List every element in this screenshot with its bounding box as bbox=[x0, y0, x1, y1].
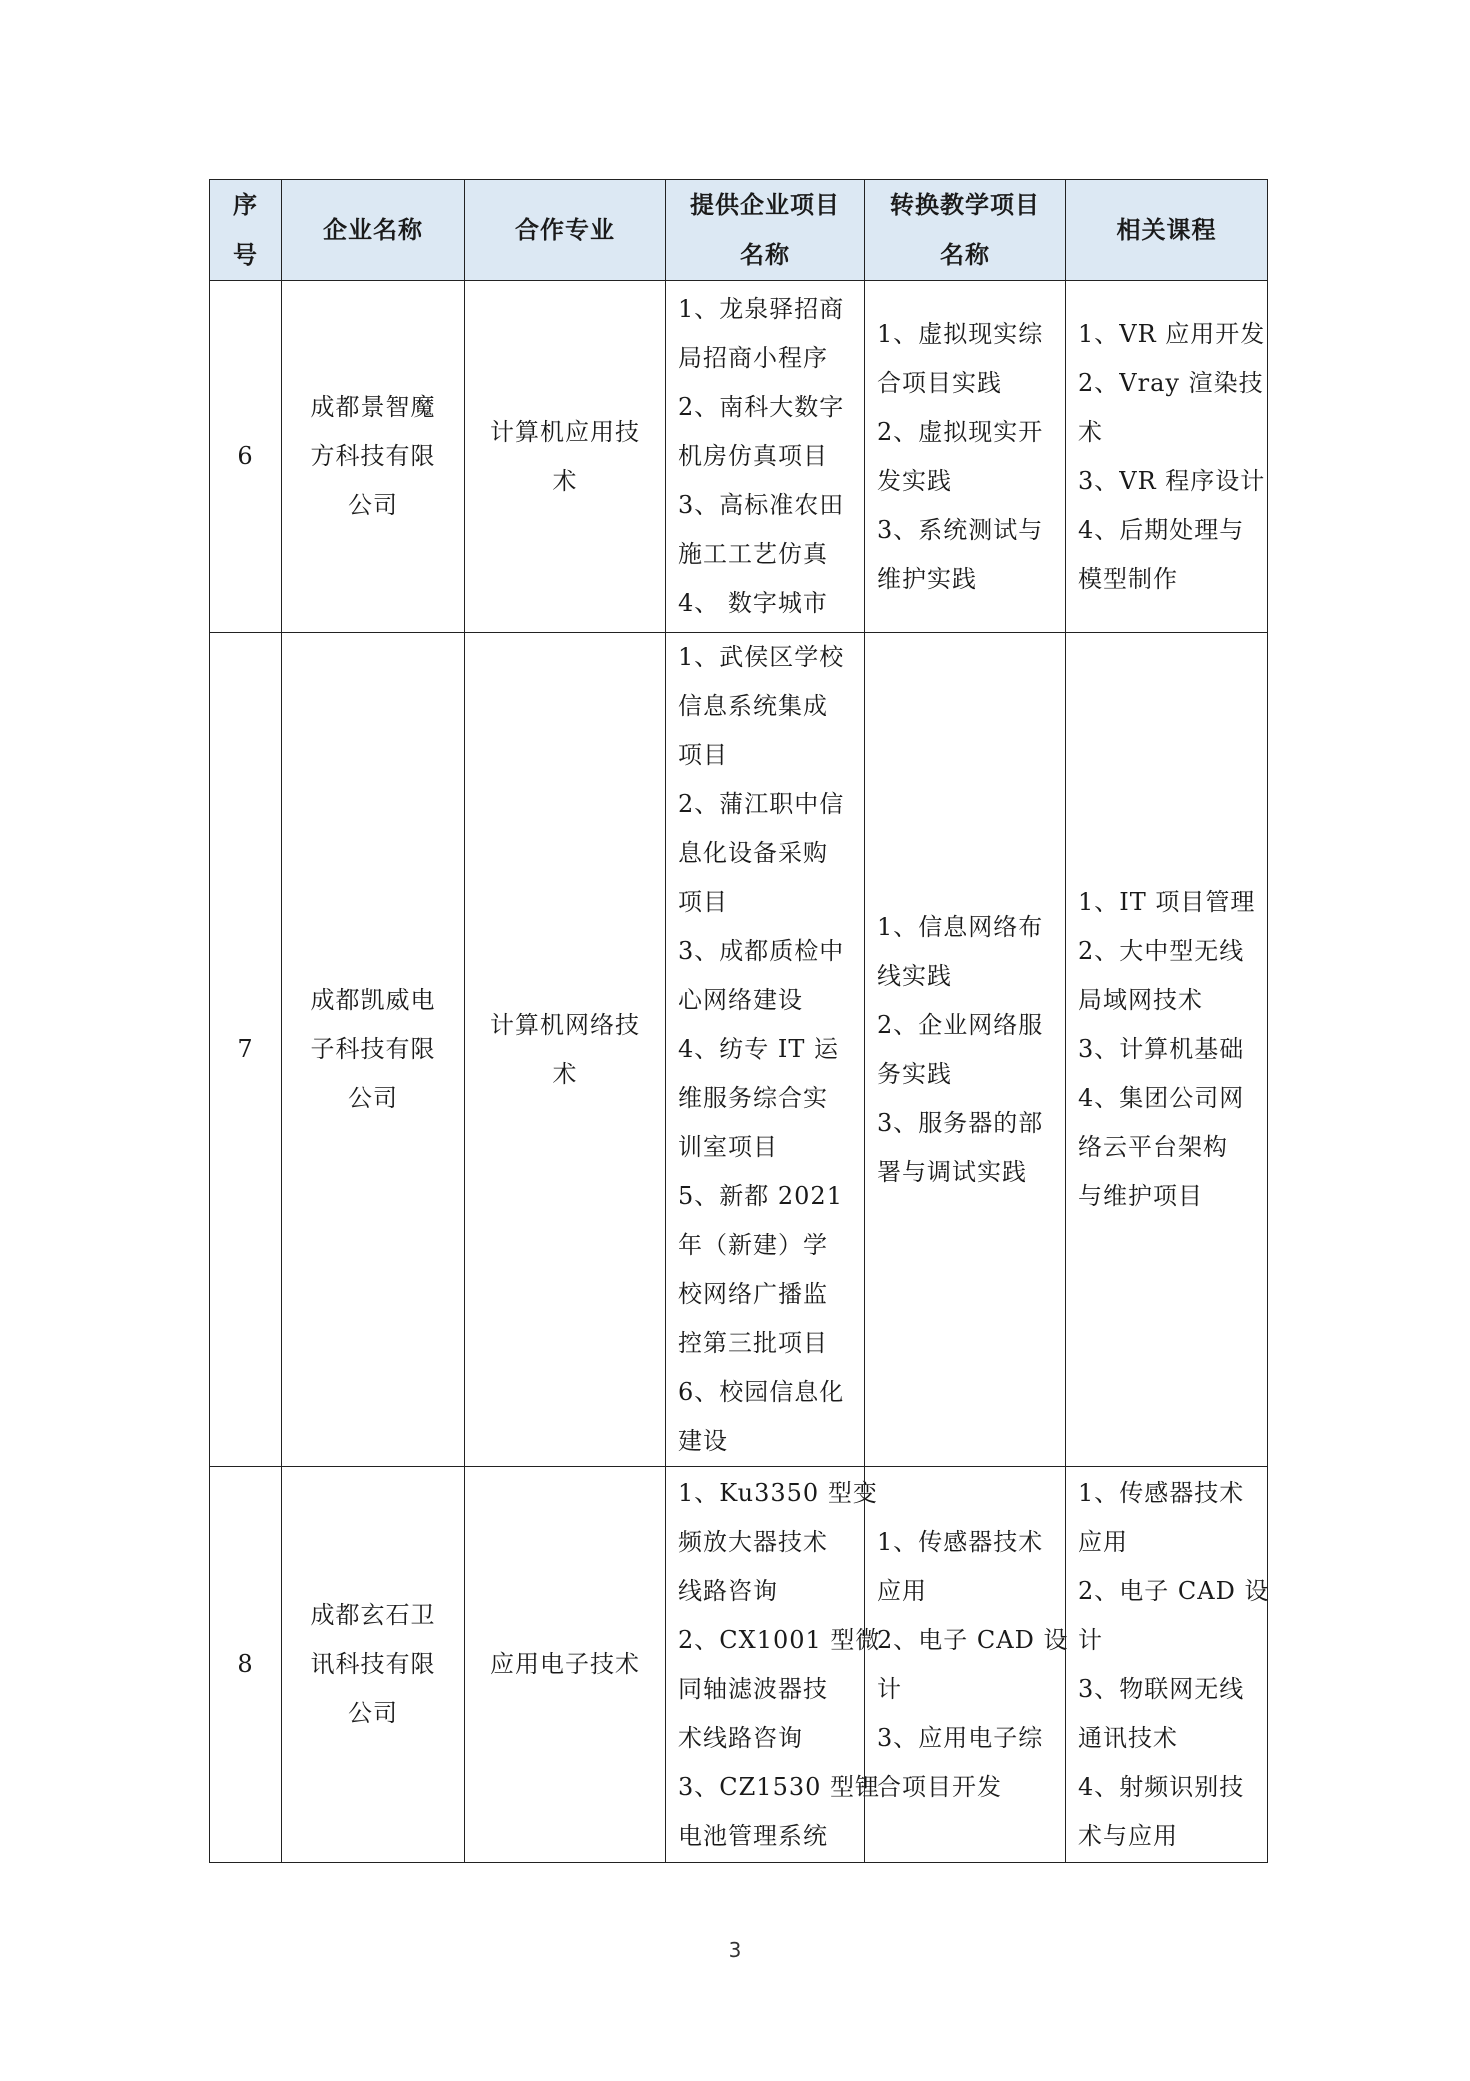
cell-line: 2、电子 CAD 设 bbox=[1078, 1576, 1270, 1605]
cell-line: 4、集团公司网 bbox=[1078, 1084, 1245, 1112]
header-teaching-projects bbox=[865, 180, 1066, 281]
cell-line: 名称 bbox=[740, 241, 790, 269]
cell-line: 2、企业网络服 bbox=[877, 1010, 1044, 1039]
cell-line: 维服务综合实 bbox=[678, 1084, 828, 1112]
cell-line: 应用电子技术 bbox=[490, 1650, 640, 1678]
cell-line: 6、校园信息化 bbox=[678, 1378, 845, 1406]
cell-line: 络云平台架构 bbox=[1078, 1133, 1228, 1161]
header-company-name bbox=[282, 180, 465, 281]
enterprise-projects-cell bbox=[666, 281, 865, 633]
cell-line: 相关课程 bbox=[1116, 216, 1217, 244]
cell-line: 机房仿真项目 bbox=[678, 442, 828, 470]
cell-line: 计 bbox=[877, 1674, 902, 1703]
cell-line: 提供企业项目 bbox=[690, 191, 840, 219]
cell-line: 子科技有限 bbox=[310, 1035, 436, 1063]
enterprise-project-table bbox=[209, 179, 1268, 1863]
header-index bbox=[210, 180, 282, 281]
cell-line: 3、系统测试与 bbox=[877, 515, 1044, 544]
cell-line: 3、CZ1530 型锂 bbox=[678, 1772, 881, 1801]
cell-line: 4、纺专 IT 运 bbox=[678, 1035, 840, 1063]
cell-line: 公司 bbox=[348, 1699, 398, 1727]
cell-line: 企业名称 bbox=[323, 216, 423, 244]
enterprise-projects-cell bbox=[666, 633, 865, 1467]
header-enterprise-projects bbox=[666, 180, 865, 281]
cell-line: 施工工艺仿真 bbox=[678, 540, 828, 568]
cell-line: 线实践 bbox=[877, 961, 952, 990]
cell-line: 局域网技术 bbox=[1078, 986, 1203, 1014]
cell-line: 校网络广播监 bbox=[678, 1280, 828, 1308]
cell-line: 术与应用 bbox=[1078, 1821, 1178, 1850]
cell-line: 局招商小程序 bbox=[678, 344, 828, 372]
cell-line: 术 bbox=[552, 1059, 578, 1088]
cell-line: 1、武侯区学校 bbox=[678, 643, 845, 671]
cell-line: 2、虚拟现实开 bbox=[877, 417, 1044, 446]
cell-line: 1、传感器技术 bbox=[877, 1527, 1044, 1556]
row-index: 8 bbox=[210, 1467, 282, 1863]
cell-line: 务实践 bbox=[877, 1059, 952, 1088]
cell-line: 2、电子 CAD 设 bbox=[877, 1625, 1069, 1654]
major-cell bbox=[465, 633, 666, 1467]
cell-line: 术 bbox=[552, 466, 578, 495]
cell-line: 合项目实践 bbox=[877, 368, 1002, 397]
cell-line: 署与调试实践 bbox=[877, 1157, 1027, 1186]
cell-line: 1、Ku3350 型变 bbox=[678, 1478, 878, 1507]
cell-line: 公司 bbox=[348, 1084, 398, 1112]
cell-line: 通讯技术 bbox=[1078, 1723, 1178, 1752]
cell-line: 发实践 bbox=[877, 466, 952, 495]
cell-line: 3、计算机基础 bbox=[1078, 1035, 1245, 1063]
cell-line: 序 bbox=[233, 191, 258, 219]
courses-cell bbox=[1066, 633, 1268, 1467]
row-index: 6 bbox=[210, 281, 282, 633]
cell-line: 控第三批项目 bbox=[678, 1329, 828, 1357]
cell-line: 与维护项目 bbox=[1078, 1182, 1203, 1210]
cell-line: 2、蒲江职中信 bbox=[678, 790, 845, 818]
cell-line: 年（新建）学 bbox=[678, 1231, 828, 1259]
cell-line: 1、VR 应用开发 bbox=[1078, 319, 1266, 348]
cell-line: 合项目开发 bbox=[877, 1772, 1002, 1801]
major-cell bbox=[465, 281, 666, 633]
teaching-projects-cell bbox=[865, 633, 1066, 1467]
row-index: 7 bbox=[210, 633, 282, 1467]
cell-line: 线路咨询 bbox=[678, 1576, 778, 1605]
cell-line: 1、传感器技术 bbox=[1078, 1478, 1245, 1507]
cell-line: 训室项目 bbox=[678, 1133, 778, 1161]
company-name-cell bbox=[282, 281, 465, 633]
cell-line: 讯科技有限 bbox=[310, 1650, 436, 1678]
cell-line: 4、射频识别技 bbox=[1078, 1772, 1245, 1801]
cell-line: 息化设备采购 bbox=[678, 839, 828, 867]
courses-cell bbox=[1066, 281, 1268, 633]
cell-line: 建设 bbox=[678, 1427, 728, 1455]
cell-line: 3、物联网无线 bbox=[1078, 1674, 1245, 1703]
header-major bbox=[465, 180, 666, 281]
table-row bbox=[210, 633, 1268, 1467]
table-header-row bbox=[210, 180, 1268, 281]
courses-cell bbox=[1066, 1467, 1268, 1863]
header-courses bbox=[1066, 180, 1268, 281]
table-row bbox=[210, 1467, 1268, 1863]
cell-line: 2、Vray 渲染技 bbox=[1078, 368, 1264, 397]
cell-line: 项目 bbox=[678, 888, 728, 916]
cell-line: 2、CX1001 型微 bbox=[678, 1625, 881, 1654]
cell-line: 2、南科大数字 bbox=[678, 393, 845, 421]
cell-line: 计算机应用技 bbox=[490, 417, 640, 446]
cell-line: 名称 bbox=[940, 241, 990, 269]
cell-line: 项目 bbox=[678, 741, 728, 769]
cell-line: 5、新都 2021 bbox=[678, 1182, 843, 1210]
page-number: 3 bbox=[728, 1938, 742, 1962]
cell-line: 3、高标准农田 bbox=[678, 491, 845, 519]
table-row bbox=[210, 281, 1268, 633]
cell-line: 公司 bbox=[348, 491, 398, 519]
cell-line: 3、成都质检中 bbox=[678, 937, 845, 965]
cell-line: 计算机网络技 bbox=[490, 1010, 640, 1039]
cell-line: 号 bbox=[233, 241, 258, 269]
cell-line: 转换教学项目 bbox=[890, 191, 1040, 219]
cell-line: 成都景智魔 bbox=[310, 393, 436, 421]
cell-line: 心网络建设 bbox=[678, 986, 803, 1014]
cell-line: 术线路咨询 bbox=[678, 1723, 803, 1752]
cell-line: 1、信息网络布 bbox=[877, 912, 1044, 941]
cell-line: 模型制作 bbox=[1078, 564, 1178, 593]
company-name-cell bbox=[282, 633, 465, 1467]
cell-line: 方科技有限 bbox=[310, 442, 436, 470]
cell-line: 应用 bbox=[877, 1576, 927, 1605]
cell-line: 1、IT 项目管理 bbox=[1078, 888, 1256, 916]
cell-line: 应用 bbox=[1078, 1527, 1128, 1556]
cell-line: 4、 数字城市 bbox=[678, 589, 828, 617]
cell-line: 术 bbox=[1078, 417, 1103, 446]
cell-line: 3、VR 程序设计 bbox=[1078, 466, 1266, 495]
company-name-cell bbox=[282, 1467, 465, 1863]
teaching-projects-cell bbox=[865, 1467, 1069, 1863]
cell-line: 计 bbox=[1078, 1625, 1103, 1654]
cell-line: 2、大中型无线 bbox=[1078, 937, 1245, 965]
cell-line: 频放大器技术 bbox=[678, 1527, 828, 1556]
cell-line: 成都凯威电 bbox=[310, 986, 436, 1014]
cell-line: 1、龙泉驿招商 bbox=[678, 295, 845, 323]
cell-line: 电池管理系统 bbox=[678, 1821, 828, 1850]
enterprise-projects-cell bbox=[666, 1467, 881, 1863]
table-body bbox=[210, 281, 1268, 1863]
teaching-projects-cell bbox=[865, 281, 1066, 633]
cell-line: 4、后期处理与 bbox=[1078, 515, 1245, 544]
cell-line: 维护实践 bbox=[877, 564, 977, 593]
cell-line: 合作专业 bbox=[515, 216, 615, 244]
cell-line: 1、虚拟现实综 bbox=[877, 319, 1044, 348]
cell-line: 成都玄石卫 bbox=[310, 1601, 436, 1629]
cell-line: 3、应用电子综 bbox=[877, 1723, 1044, 1752]
cell-line: 3、服务器的部 bbox=[877, 1108, 1044, 1137]
cell-line: 信息系统集成 bbox=[678, 692, 828, 720]
cell-line: 同轴滤波器技 bbox=[678, 1674, 828, 1703]
major-cell bbox=[465, 1467, 666, 1863]
